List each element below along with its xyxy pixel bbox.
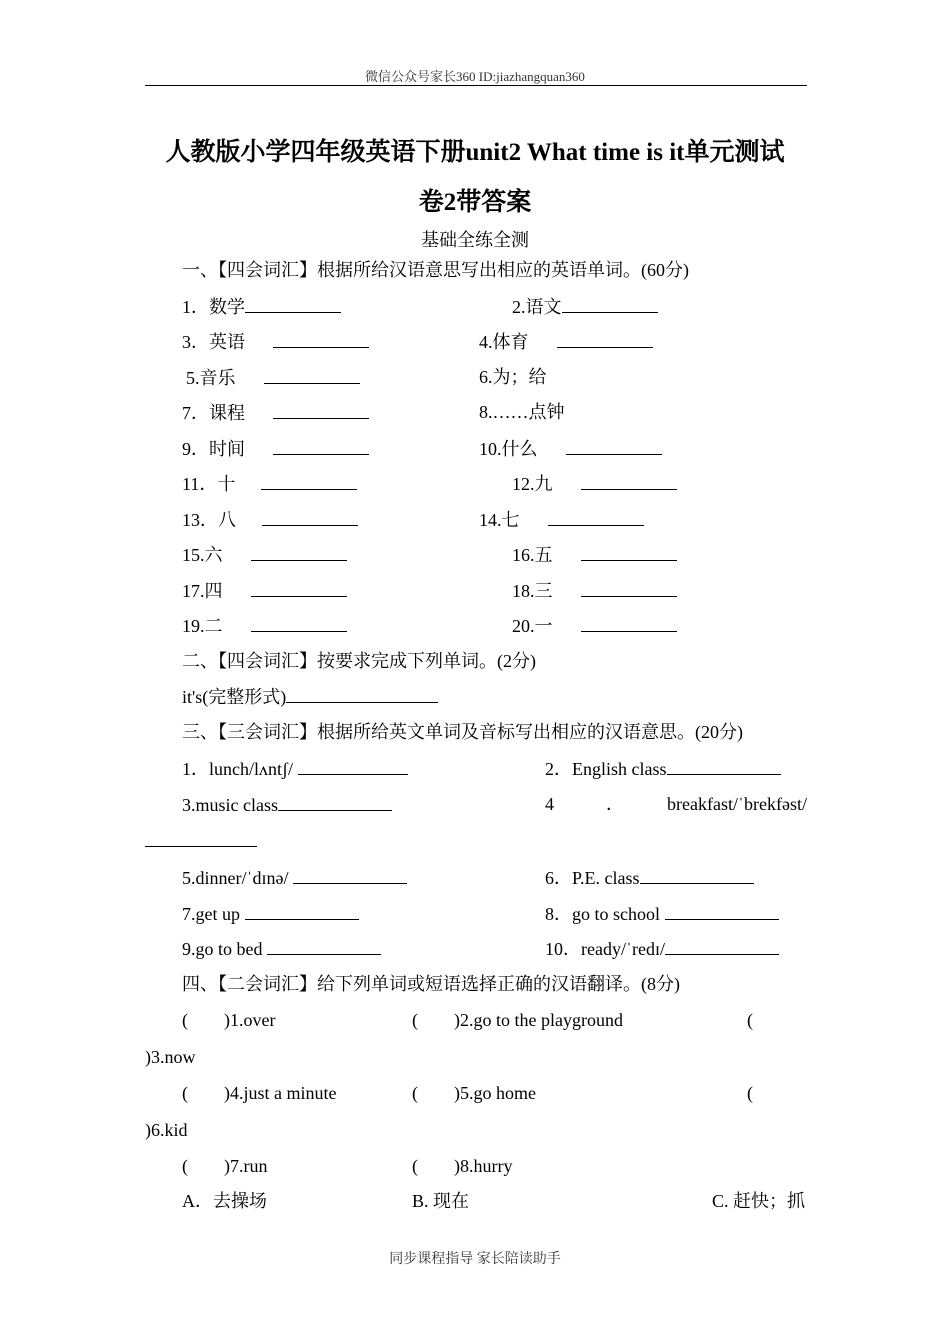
- list-item: 19.二: [182, 614, 347, 637]
- page-footer: 同步课程指导 家长陪读助手: [389, 1252, 561, 1267]
- doc-subtitle: 基础全练全测: [421, 230, 529, 250]
- list-item: ( )4.just a minute: [182, 1083, 337, 1103]
- section4-heading: 四、【二会词汇】给下列单词或短语选择正确的汉语翻译。(8分): [182, 974, 680, 994]
- list-item: 17.四: [182, 579, 347, 602]
- list-item: )6.kid: [145, 1120, 188, 1140]
- list-item: it's(完整形式): [182, 685, 438, 708]
- option-c: C. 赶快；抓: [712, 1191, 806, 1211]
- section1-heading: 一、【四会词汇】根据所给汉语意思写出相应的英语单词。(60分): [182, 260, 689, 280]
- list-item: 10.什么: [479, 437, 662, 460]
- list-item: 9.go to bed: [182, 937, 381, 960]
- list-item: ( )1.over: [182, 1010, 276, 1030]
- list-item: 6.为；给: [479, 367, 547, 387]
- list-item: ( )8.hurry: [412, 1156, 513, 1176]
- list-item: 8.……点钟: [479, 402, 565, 422]
- list-item: 8．go to school: [545, 902, 779, 925]
- list-item: 9．时间: [182, 437, 369, 460]
- list-item: 1．lunch/lʌntʃ/: [182, 757, 408, 780]
- header-rule: [145, 85, 807, 86]
- list-item: 7.get up: [182, 902, 359, 925]
- list-item: ( )5.go home: [412, 1083, 536, 1103]
- doc-title-line1: 人教版小学四年级英语下册unit2 What time is it单元测试: [165, 139, 785, 166]
- section2-heading: 二、【四会词汇】按要求完成下列单词。(2分): [182, 651, 536, 671]
- list-item: 4.体育: [479, 330, 653, 353]
- list-item: 12.九: [512, 472, 677, 495]
- list-item: 2．English class: [545, 757, 781, 780]
- list-item: 3.music class: [182, 793, 392, 816]
- list-item: 16.五: [512, 543, 677, 566]
- list-item: 5.dinner/ˈdɪnə/: [182, 866, 407, 889]
- list-item: 6．P.E. class: [545, 866, 754, 889]
- list-item: ( )2.go to the playground: [412, 1010, 623, 1030]
- section3-heading: 三、【三会词汇】根据所给英文单词及音标写出相应的汉语意思。(20分): [182, 722, 743, 742]
- option-a: A．去操场: [182, 1191, 267, 1211]
- list-item: 15.六: [182, 543, 347, 566]
- list-item: 3．英语: [182, 330, 369, 353]
- list-item: 1．数学: [182, 295, 341, 318]
- list-item: (: [747, 1010, 753, 1030]
- option-b: B. 现在: [412, 1191, 470, 1211]
- list-item: 20.一: [512, 614, 677, 637]
- list-item: 11．十: [182, 472, 357, 495]
- doc-title-line2: 卷2带答案: [418, 189, 532, 216]
- list-item: 18.三: [512, 579, 677, 602]
- list-item: 7．课程: [182, 401, 369, 424]
- list-item: 10．ready/ˈredɪ/: [545, 937, 779, 960]
- page-header: 微信公众号家长360 ID:jiazhangquan360: [365, 69, 585, 84]
- list-item: )3.now: [145, 1047, 196, 1067]
- list-item-continuation: [145, 829, 257, 852]
- list-item: 2.语文: [512, 295, 658, 318]
- list-item: 4 ． breakfast/ˈbrekfəst/: [545, 794, 807, 814]
- list-item: 14.七: [479, 508, 644, 531]
- list-item: ( )7.run: [182, 1156, 268, 1176]
- list-item: (: [747, 1083, 753, 1103]
- list-item: 5.音乐: [186, 366, 360, 389]
- list-item: 13．八: [182, 508, 358, 531]
